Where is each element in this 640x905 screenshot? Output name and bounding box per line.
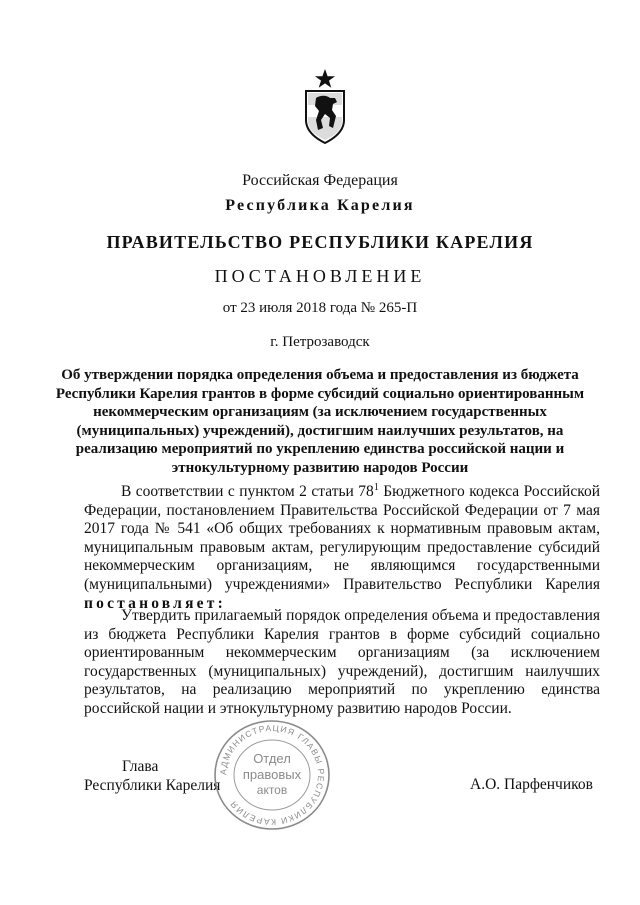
city-name: г. Петрозаводск (270, 334, 370, 350)
stamp-ring-text: АДМИНИСТРАЦИЯ ГЛАВЫ РЕСПУБЛИКИ КАРЕЛИЯ (217, 722, 327, 828)
preamble-text-start: В соответствии с пунктом 2 статьи 78 (121, 483, 374, 500)
date-number-line: от 23 июля 2018 года № 265-П (222, 300, 418, 316)
country-name: Российская Федерация (242, 172, 398, 189)
article-superscript: 1 (373, 481, 379, 493)
stamp-line-3: актов (256, 783, 288, 797)
signatory-title-line2: Республики Карелия (84, 777, 221, 794)
republic-name: Республика Карелия (225, 197, 415, 214)
signatory-title (84, 757, 220, 795)
government-name: ПРАВИТЕЛЬСТВО РЕСПУБЛИКИ КАРЕЛИЯ (106, 232, 534, 252)
resolution-paragraph (84, 607, 600, 719)
official-stamp (212, 718, 332, 832)
decree-colon: : (217, 594, 226, 612)
document-type: ПОСТАНОВЛЕНИЕ (214, 266, 426, 286)
preamble-paragraph (84, 483, 600, 613)
decree-word: постановляет (84, 594, 218, 612)
signatory-title-line1: Глава (122, 758, 159, 775)
stamp-line-2: правовых (242, 767, 302, 782)
signatory-name: А.О. Парфенчиков (470, 776, 593, 793)
stamp-line-1: Отдел (253, 751, 291, 766)
preamble-text-end: Бюджетного кодекса Российской Федерации, постановлением Правительства Российской Федерации от 7 мая 2017 года № 541 «Об общих требованиях к нормативным правовым актам, муниципальным правовым актам, регулирующим предоставление субсидий некоммерческим организациям, не являющимся государственными (муниципальными) учреждениями» Правительство Республики Карелия (84, 483, 601, 593)
document-title: Об утверждении порядка определения объема и предоставления из бюджета Республики Карелия грантов в форме субсидий социально ориентированным некоммерческим организациям (за исключением государственных (муниципальных) учреждений), достигшим наилучших результатов, на реализацию мероприятий по укреплению единства российской нации и этнокультурному развитию народов России (55, 367, 585, 476)
karelia-coat-of-arms-icon (302, 68, 348, 144)
resolution-text: Утвердить прилагаемый порядок определения объема и предоставления из бюджета Республики Карелия грантов в форме субсидий социально ориентированным некоммерческим организациям (за исключением государственных (муниципальных) учреждений), достигшим наилучших результатов, на реализацию мероприятий по укреплению единства российской нации и этнокультурному развитию народов России. (84, 607, 600, 717)
